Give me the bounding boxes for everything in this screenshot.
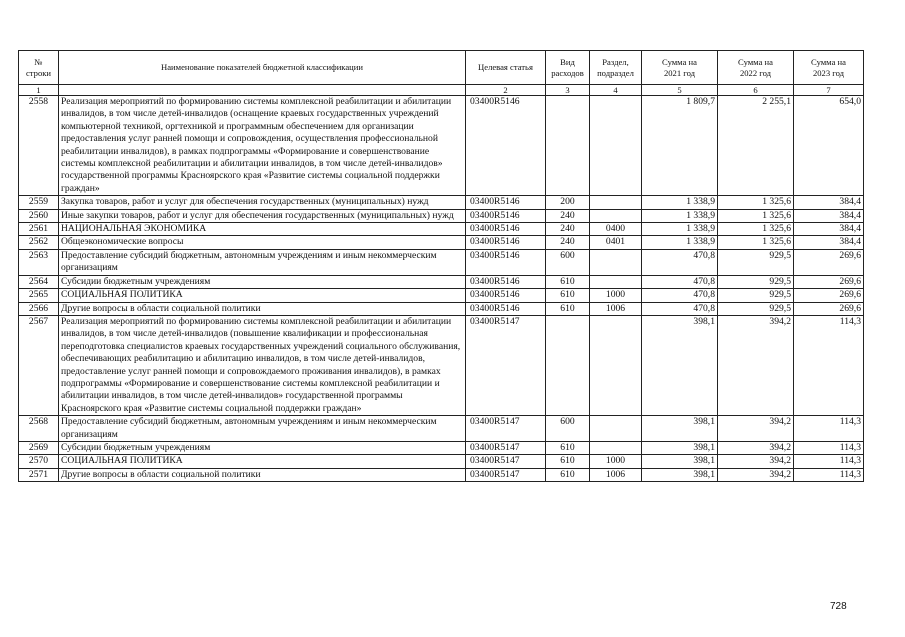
expense-type: 610 bbox=[546, 441, 590, 454]
table-body bbox=[19, 96, 864, 482]
sum-2023: 114,3 bbox=[794, 315, 864, 415]
sum-2023: 384,4 bbox=[794, 196, 864, 209]
row-number: 2564 bbox=[19, 275, 59, 288]
header-row bbox=[19, 51, 864, 85]
sum-2022: 929,5 bbox=[718, 275, 794, 288]
row-number: 2561 bbox=[19, 223, 59, 236]
sum-2023: 269,6 bbox=[794, 289, 864, 302]
sum-2021: 1 338,9 bbox=[642, 196, 718, 209]
table-row bbox=[19, 209, 864, 222]
indicator-name: Закупка товаров, работ и услуг для обеспечения государственных (муниципальных) нужд bbox=[59, 196, 466, 209]
table-row bbox=[19, 275, 864, 288]
header-sum-2023: Сумма на 2023 год bbox=[794, 51, 864, 85]
sum-2023: 654,0 bbox=[794, 96, 864, 196]
expense-type bbox=[546, 315, 590, 415]
expense-type: 240 bbox=[546, 236, 590, 249]
target-article: 03400R5146 bbox=[466, 302, 546, 315]
table-row bbox=[19, 302, 864, 315]
sum-2022: 394,2 bbox=[718, 315, 794, 415]
indicator-name: Субсидии бюджетным учреждениям bbox=[59, 441, 466, 454]
indicator-name: Реализация мероприятий по формированию системы комплексной реабилитации и абилитации инвалидов, в том числе детей-инвалидов (оснащение краевых государственных учреждений компьютерной техникой, оргтехникой и программным обеспечением для организации предоставления услуг ранней помощи и сопровождения, осуществления профессиональной реабилитации инвалидов), в рамках подпрограммы «Формирование и совершенствование системы комплексной реабилитации и абилитации инвалидов, в том числе детей-инвалидов» государственной программы Красноярского края «Развитие системы социальной поддержки граждан» bbox=[59, 96, 466, 196]
sum-2022: 929,5 bbox=[718, 302, 794, 315]
row-number: 2559 bbox=[19, 196, 59, 209]
indicator-name: Другие вопросы в области социальной политики bbox=[59, 302, 466, 315]
sum-2023: 114,3 bbox=[794, 468, 864, 481]
sum-2023: 384,4 bbox=[794, 236, 864, 249]
expense-type: 610 bbox=[546, 302, 590, 315]
row-number: 2569 bbox=[19, 441, 59, 454]
expense-type: 610 bbox=[546, 455, 590, 468]
column-number: 3 bbox=[546, 85, 590, 96]
column-number: 2 bbox=[466, 85, 546, 96]
row-number: 2563 bbox=[19, 249, 59, 275]
section-code bbox=[590, 96, 642, 196]
target-article: 03400R5146 bbox=[466, 275, 546, 288]
expense-type: 200 bbox=[546, 196, 590, 209]
sum-2021: 1 338,9 bbox=[642, 223, 718, 236]
page-number: 728 bbox=[830, 601, 847, 612]
row-number: 2560 bbox=[19, 209, 59, 222]
sum-2023: 114,3 bbox=[794, 441, 864, 454]
sum-2021: 398,1 bbox=[642, 455, 718, 468]
indicator-name: Предоставление субсидий бюджетным, автономным учреждениям и иным некоммерческим организациям bbox=[59, 416, 466, 442]
row-number: 2570 bbox=[19, 455, 59, 468]
indicator-name: Другие вопросы в области социальной политики bbox=[59, 468, 466, 481]
sum-2022: 394,2 bbox=[718, 441, 794, 454]
row-number: 2562 bbox=[19, 236, 59, 249]
sum-2021: 398,1 bbox=[642, 441, 718, 454]
row-number: 2571 bbox=[19, 468, 59, 481]
header-row-number: № строки bbox=[19, 51, 59, 85]
indicator-name: СОЦИАЛЬНАЯ ПОЛИТИКА bbox=[59, 455, 466, 468]
section-code: 0400 bbox=[590, 223, 642, 236]
sum-2021: 470,8 bbox=[642, 275, 718, 288]
section-code bbox=[590, 196, 642, 209]
section-code: 0401 bbox=[590, 236, 642, 249]
sum-2021: 398,1 bbox=[642, 468, 718, 481]
expense-type: 600 bbox=[546, 249, 590, 275]
table-row bbox=[19, 315, 864, 415]
header-sum-2022: Сумма на 2022 год bbox=[718, 51, 794, 85]
indicator-name: НАЦИОНАЛЬНАЯ ЭКОНОМИКА bbox=[59, 223, 466, 236]
row-number: 2558 bbox=[19, 96, 59, 196]
section-code bbox=[590, 416, 642, 442]
indicator-name: Иные закупки товаров, работ и услуг для обеспечения государственных (муниципальных) нужд bbox=[59, 209, 466, 222]
sum-2023: 269,6 bbox=[794, 275, 864, 288]
sum-2022: 394,2 bbox=[718, 455, 794, 468]
row-number: 2566 bbox=[19, 302, 59, 315]
sum-2021: 1 338,9 bbox=[642, 236, 718, 249]
sum-2022: 1 325,6 bbox=[718, 223, 794, 236]
section-code: 1006 bbox=[590, 468, 642, 481]
row-number: 2567 bbox=[19, 315, 59, 415]
sum-2023: 269,6 bbox=[794, 302, 864, 315]
indicator-name: Реализация мероприятий по формированию системы комплексной реабилитации и абилитации инвалидов, в том числе детей-инвалидов (повышение квалификации и профессиональная переподготовка специалистов краевых государственных учреждений социального обслуживания, обеспечивающих реабилитацию и абилитацию инвалидов, в том числе детей-инвалидов, предоставление услуг ранней помощи и сопровождаемого проживания инвалидов), в рамках подпрограммы «Формирование и совершенствование системы комплексной реабилитации и абилитации инвалидов, в том числе детей-инвалидов» государственной программы Красноярского края «Развитие системы социальной поддержки граждан» bbox=[59, 315, 466, 415]
sum-2022: 394,2 bbox=[718, 416, 794, 442]
expense-type: 610 bbox=[546, 289, 590, 302]
sum-2023: 114,3 bbox=[794, 416, 864, 442]
section-code bbox=[590, 249, 642, 275]
sum-2023: 384,4 bbox=[794, 209, 864, 222]
section-code: 1000 bbox=[590, 289, 642, 302]
column-number: 6 bbox=[718, 85, 794, 96]
target-article: 03400R5146 bbox=[466, 289, 546, 302]
header-section: Раздел, подраздел bbox=[590, 51, 642, 85]
target-article: 03400R5146 bbox=[466, 196, 546, 209]
section-code bbox=[590, 209, 642, 222]
table-row bbox=[19, 249, 864, 275]
table-row bbox=[19, 96, 864, 196]
target-article: 03400R5146 bbox=[466, 223, 546, 236]
table-row bbox=[19, 196, 864, 209]
column-number: 5 bbox=[642, 85, 718, 96]
header-expense-type: Вид расходов bbox=[546, 51, 590, 85]
indicator-name: СОЦИАЛЬНАЯ ПОЛИТИКА bbox=[59, 289, 466, 302]
target-article: 03400R5146 bbox=[466, 96, 546, 196]
expense-type: 240 bbox=[546, 223, 590, 236]
sum-2021: 1 809,7 bbox=[642, 96, 718, 196]
budget-table bbox=[18, 50, 864, 482]
table-row bbox=[19, 468, 864, 481]
column-number: 1 bbox=[19, 85, 59, 96]
sum-2022: 394,2 bbox=[718, 468, 794, 481]
sum-2021: 470,8 bbox=[642, 289, 718, 302]
sum-2021: 470,8 bbox=[642, 302, 718, 315]
column-number bbox=[59, 85, 466, 96]
indicator-name: Предоставление субсидий бюджетным, автономным учреждениям и иным некоммерческим организациям bbox=[59, 249, 466, 275]
column-number: 4 bbox=[590, 85, 642, 96]
target-article: 03400R5147 bbox=[466, 468, 546, 481]
header-indicator-name: Наименование показателей бюджетной классификации bbox=[59, 51, 466, 85]
sum-2022: 1 325,6 bbox=[718, 196, 794, 209]
table-row bbox=[19, 223, 864, 236]
target-article: 03400R5146 bbox=[466, 236, 546, 249]
sum-2021: 470,8 bbox=[642, 249, 718, 275]
row-number: 2568 bbox=[19, 416, 59, 442]
expense-type: 240 bbox=[546, 209, 590, 222]
expense-type: 600 bbox=[546, 416, 590, 442]
target-article: 03400R5147 bbox=[466, 441, 546, 454]
sum-2021: 398,1 bbox=[642, 315, 718, 415]
expense-type: 610 bbox=[546, 468, 590, 481]
section-code: 1006 bbox=[590, 302, 642, 315]
sum-2023: 114,3 bbox=[794, 455, 864, 468]
sum-2023: 384,4 bbox=[794, 223, 864, 236]
sum-2022: 1 325,6 bbox=[718, 209, 794, 222]
column-number: 7 bbox=[794, 85, 864, 96]
target-article: 03400R5146 bbox=[466, 249, 546, 275]
target-article: 03400R5147 bbox=[466, 416, 546, 442]
sum-2023: 269,6 bbox=[794, 249, 864, 275]
table-row bbox=[19, 236, 864, 249]
indicator-name: Субсидии бюджетным учреждениям bbox=[59, 275, 466, 288]
indicator-name: Общеэкономические вопросы bbox=[59, 236, 466, 249]
target-article: 03400R5147 bbox=[466, 315, 546, 415]
sum-2021: 398,1 bbox=[642, 416, 718, 442]
target-article: 03400R5146 bbox=[466, 209, 546, 222]
sum-2022: 2 255,1 bbox=[718, 96, 794, 196]
sum-2022: 929,5 bbox=[718, 249, 794, 275]
table-row bbox=[19, 441, 864, 454]
section-code bbox=[590, 441, 642, 454]
section-code bbox=[590, 275, 642, 288]
column-number-row bbox=[19, 85, 864, 96]
sum-2022: 929,5 bbox=[718, 289, 794, 302]
table-row bbox=[19, 289, 864, 302]
header-sum-2021: Сумма на 2021 год bbox=[642, 51, 718, 85]
section-code bbox=[590, 315, 642, 415]
table-row bbox=[19, 455, 864, 468]
expense-type: 610 bbox=[546, 275, 590, 288]
sum-2022: 1 325,6 bbox=[718, 236, 794, 249]
expense-type bbox=[546, 96, 590, 196]
section-code: 1000 bbox=[590, 455, 642, 468]
sum-2021: 1 338,9 bbox=[642, 209, 718, 222]
table-row bbox=[19, 416, 864, 442]
header-target-article: Целевая статья bbox=[466, 51, 546, 85]
row-number: 2565 bbox=[19, 289, 59, 302]
target-article: 03400R5147 bbox=[466, 455, 546, 468]
